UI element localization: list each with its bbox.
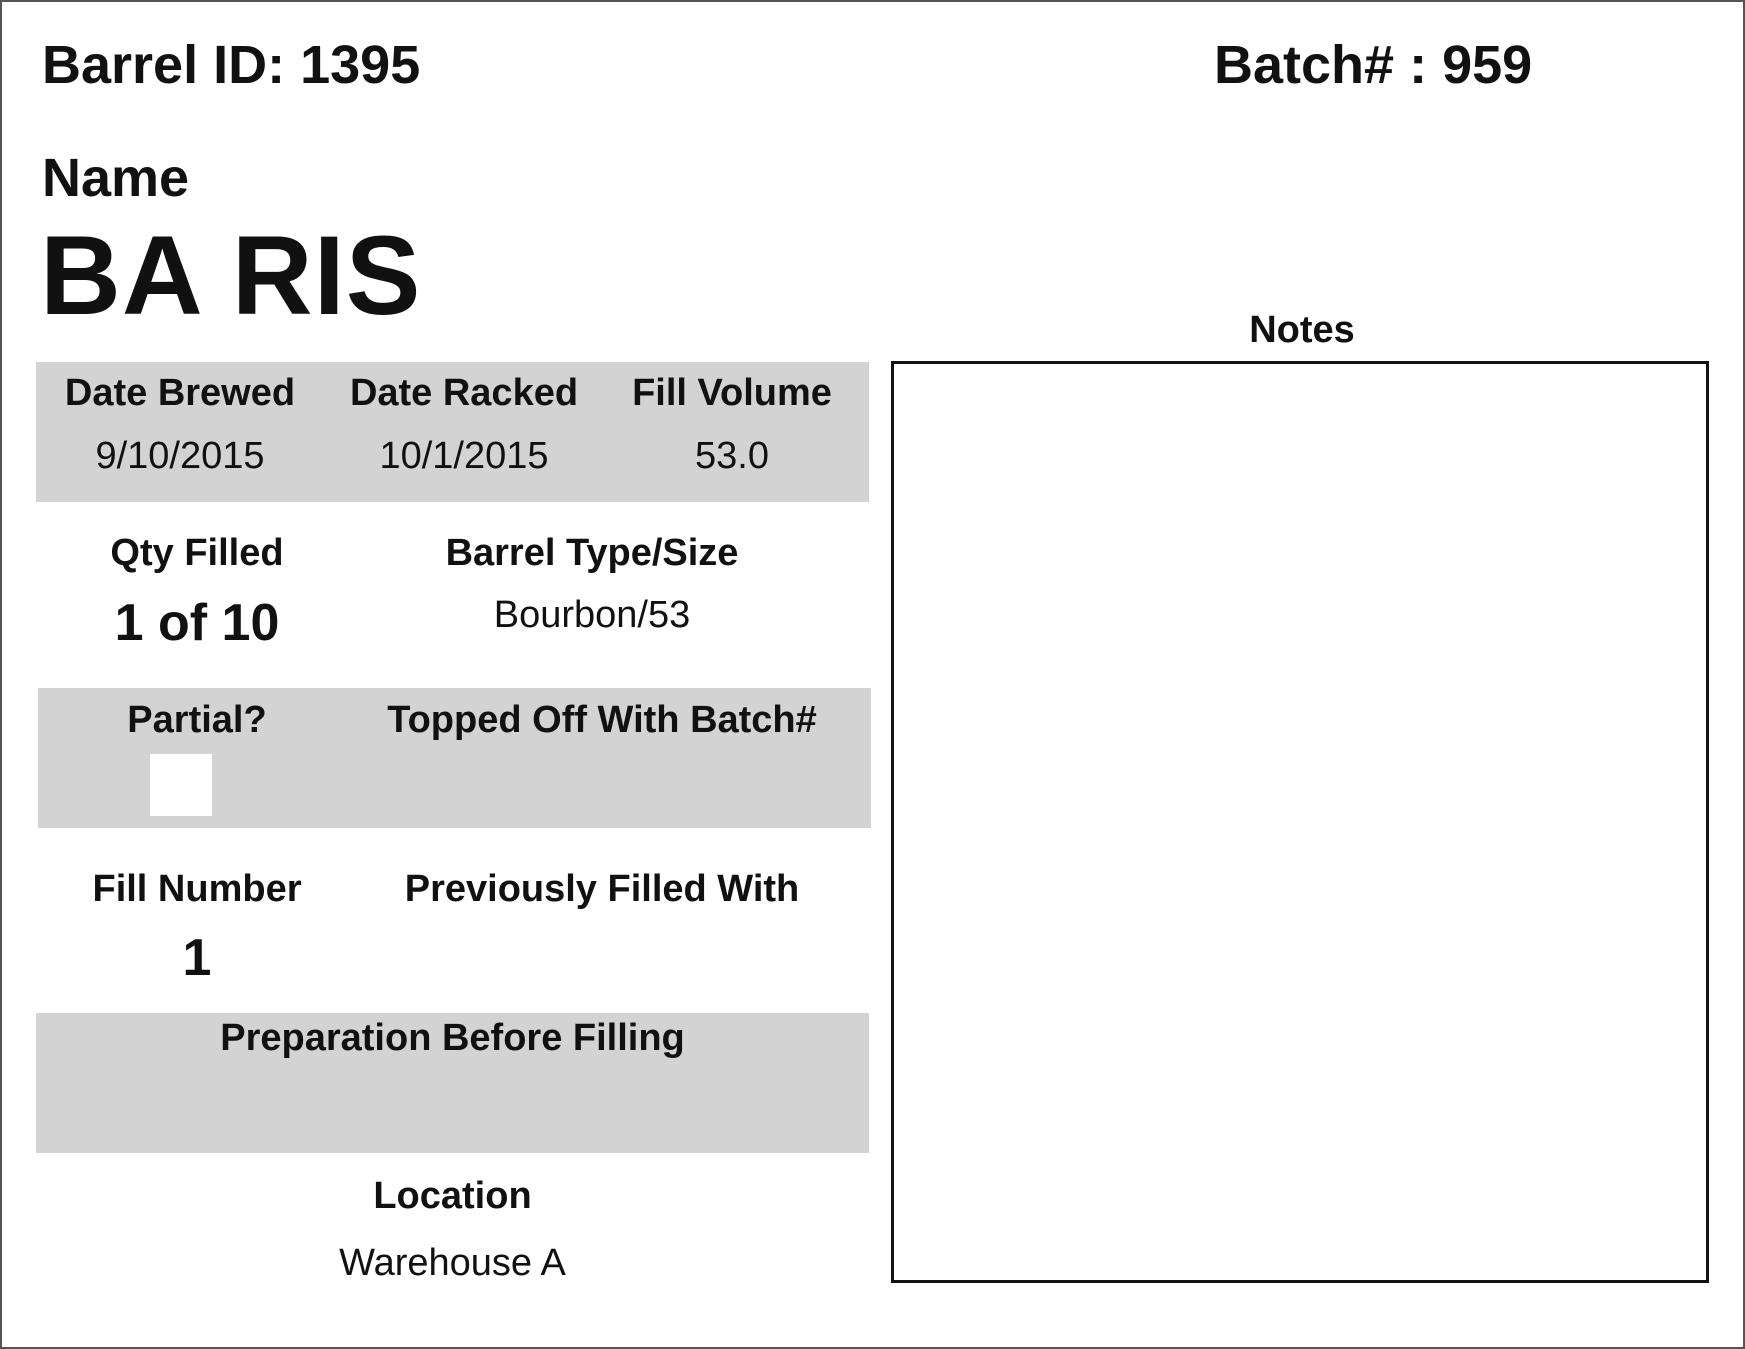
barrel-id-value: 1395 <box>300 35 421 95</box>
partial-label: Partial? <box>127 699 267 741</box>
fill-volume-value: 53.0 <box>695 435 769 477</box>
batch-number <box>1214 34 1532 96</box>
barrel-type-value: Bourbon/53 <box>493 594 691 636</box>
date-brewed-value: 9/10/2015 <box>95 435 265 477</box>
batch-label: Batch# : <box>1214 35 1428 95</box>
partial-checkbox[interactable] <box>150 754 212 816</box>
barrel-type-label: Barrel Type/Size <box>445 532 739 574</box>
name-value: BA RIS <box>40 213 422 338</box>
batch-value: 959 <box>1442 35 1533 95</box>
qty-filled-value: 1 of 10 <box>114 594 280 652</box>
topped-off-label: Topped Off With Batch# <box>387 699 817 741</box>
barrel-id <box>42 34 420 96</box>
fill-number-value: 1 <box>182 929 212 987</box>
fill-number-label: Fill Number <box>92 868 302 910</box>
date-racked-value: 10/1/2015 <box>379 435 549 477</box>
preparation-label: Preparation Before Filling <box>220 1017 685 1059</box>
date-racked-label: Date Racked <box>349 372 579 414</box>
notes-box[interactable] <box>891 361 1709 1283</box>
barrel-id-label: Barrel ID: <box>42 35 286 95</box>
name-label: Name <box>42 148 190 208</box>
notes-value <box>894 364 1706 388</box>
location-label: Location <box>373 1175 532 1217</box>
notes-label: Notes <box>1249 309 1355 351</box>
qty-filled-label: Qty Filled <box>110 532 284 574</box>
location-value: Warehouse A <box>339 1242 566 1284</box>
fill-volume-label: Fill Volume <box>632 372 832 414</box>
date-brewed-label: Date Brewed <box>64 372 296 414</box>
previously-filled-label: Previously Filled With <box>404 868 800 910</box>
